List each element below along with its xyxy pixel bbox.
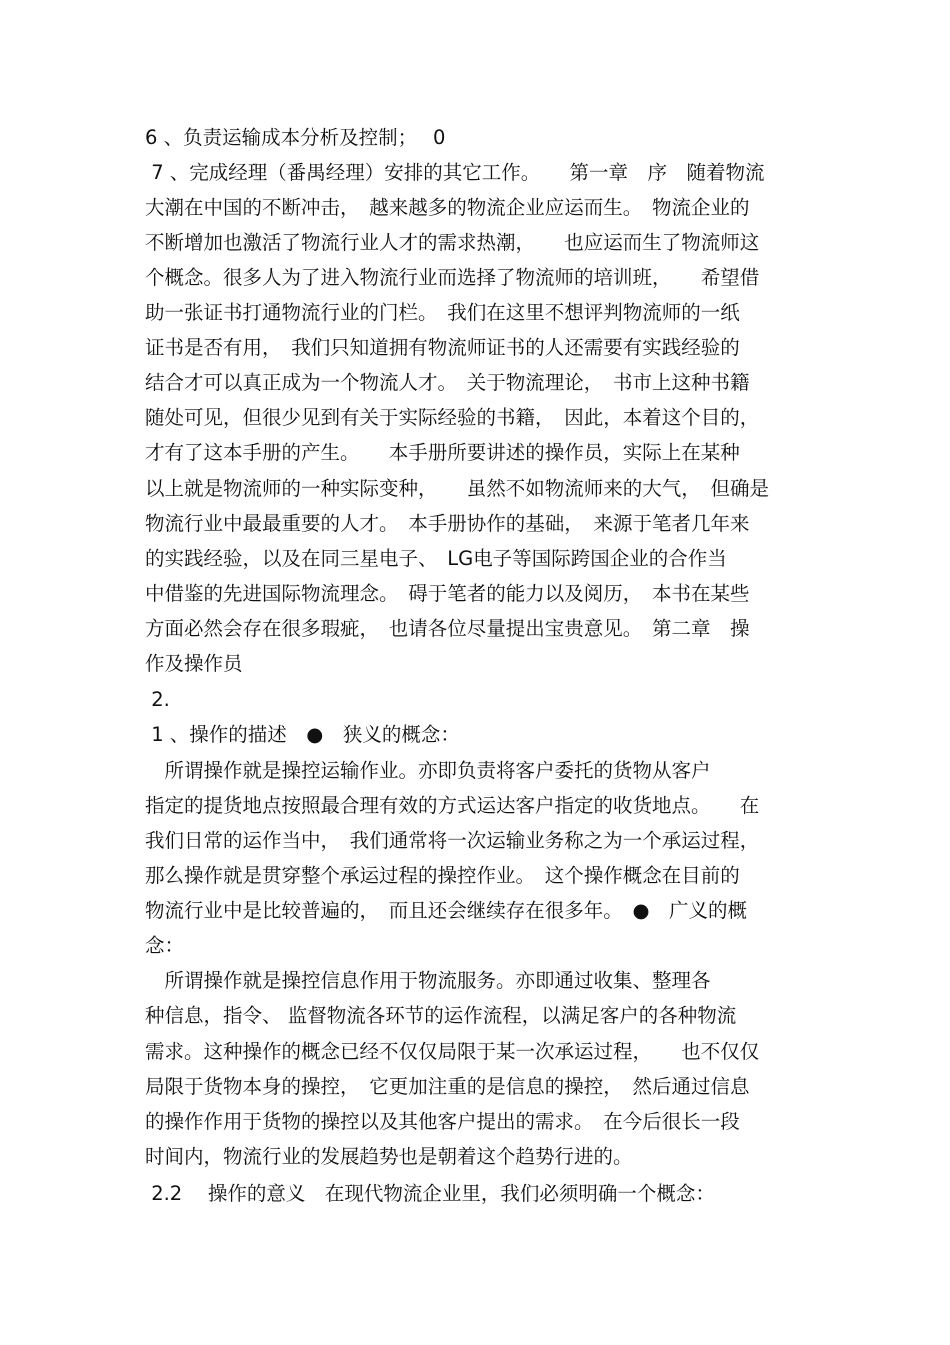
text-line: 才有了这本手册的产生。 本手册所要讲述的操作员，实际上在某种 [145,441,740,464]
text-line: 需求。这种操作的概念已经不仅仅局限于某一次承运过程， 也不仅仅 [145,1040,760,1063]
text-line: 以上就是物流师的一种实际变种， 虽然不如物流师来的大气， 但确是 [145,477,770,500]
text-line: 结合才可以真正成为一个物流人才。 关于物流理论， 书市上这种书籍 [145,371,750,394]
text-line: 所谓操作就是操控信息作用于物流服务。亦即通过收集、整理各 [145,969,711,992]
text-line: 个概念。很多人为了进入物流行业而选择了物流师的培训班， 希望借 [145,266,760,289]
text-line: 物流行业中是比较普遍的， 而且还会继续存在很多年。 ● 广义的概 [145,899,748,922]
section-heading: 1 、操作的描述 ● 狭义的概念： [145,723,460,746]
text-line: 大潮在中国的不断冲击， 越来越多的物流企业应运而生。 物流企业的 [145,196,750,219]
text-line: 证书是否有用， 我们只知道拥有物流师证书的人还需要有实践经验的 [145,336,740,359]
text-line: 助一张证书打通物流行业的门栏。 我们在这里不想评判物流师的一纸 [145,301,740,324]
text-line: 时间内，物流行业的发展趋势也是朝着这个趋势行进的。 [145,1145,633,1168]
text-line: 物流行业中最最重要的人才。 本手册协作的基础， 来源于笔者几年来 [145,512,750,535]
text-line: 随处可见，但很少见到有关于实际经验的书籍， 因此，本着这个目的， [145,406,760,429]
section-number: 2. [145,688,170,711]
text-line: 我们日常的运作当中， 我们通常将一次运输业务称之为一个承运过程， [145,829,760,852]
text-line: 局限于货物本身的操控， 它更加注重的是信息的操控， 然后通过信息 [145,1075,750,1098]
text-line: 方面必然会存在很多瑕疵， 也请各位尽量提出宝贵意见。 第二章 操 [145,617,750,640]
text-line: 6 、负责运输成本分析及控制； 0 [145,126,446,149]
text-line: 作及操作员 [145,652,243,675]
section-heading: 2.2 操作的意义 在现代物流企业里，我们必须明确一个概念： [145,1182,715,1205]
text-line: 所谓操作就是操控运输作业。亦即负责将客户委托的货物从客户 [145,759,711,782]
text-line: 不断增加也激活了物流行业人才的需求热潮， 也应运而生了物流师这 [145,231,760,254]
text-line: 那么操作就是贯穿整个承运过程的操控作业。 这个操作概念在目前的 [145,864,740,887]
text-line: 种信息，指令、 监督物流各环节的运作流程，以满足客户的各种物流 [145,1004,737,1027]
text-line: 的实践经验，以及在同三星电子、 LG电子等国际跨国企业的合作当 [145,547,727,570]
text-line: 7 、完成经理（番禺经理）安排的其它工作。 第一章 序 随着物流 [145,161,765,184]
text-line: 的操作作用于货物的操控以及其他客户提出的需求。 在今后很长一段 [145,1110,740,1133]
text-line: 指定的提货地点按照最合理有效的方式运达客户指定的收货地点。 在 [145,794,760,817]
text-line: 念： [145,934,185,957]
text-line: 中借鉴的先进国际物流理念。 碍于笔者的能力以及阅历， 本书在某些 [145,582,750,605]
